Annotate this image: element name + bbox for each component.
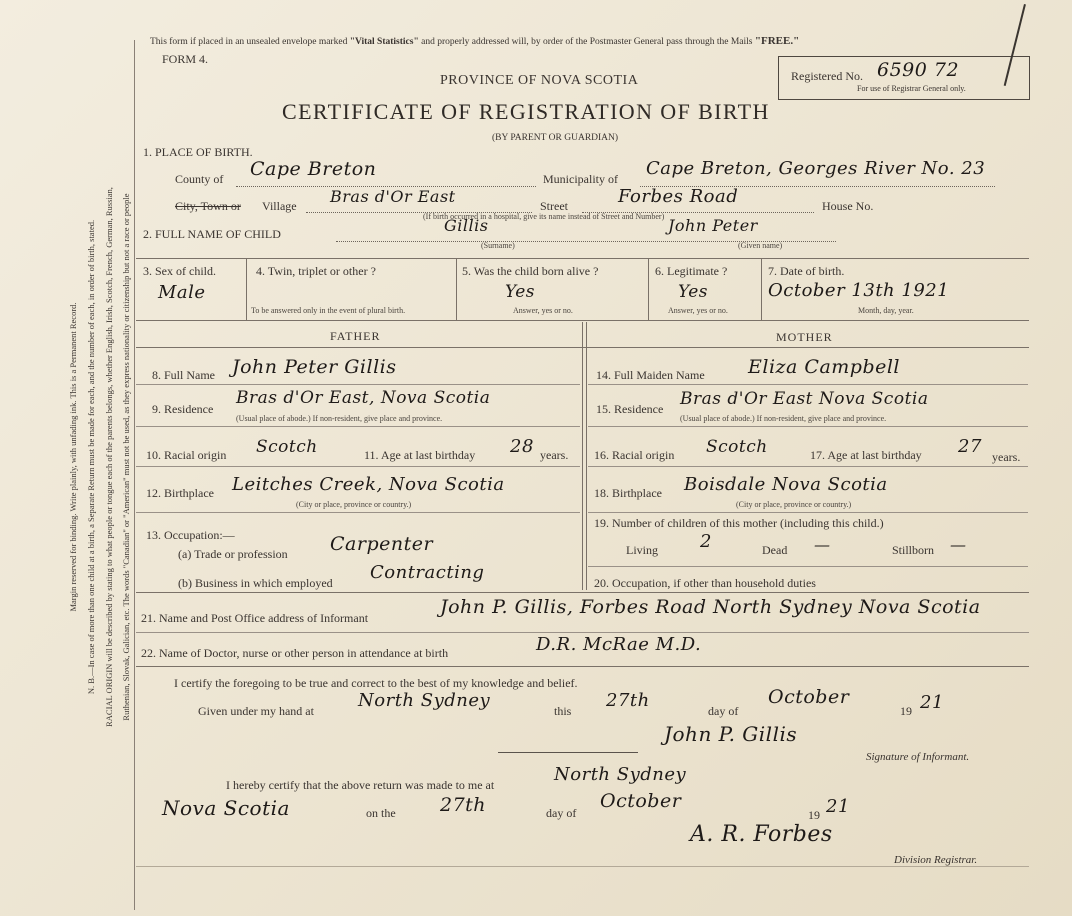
informant-value: John P. Gillis, Forbes Road North Sydney Nova Scotia xyxy=(440,596,981,618)
registered-note: For use of Registrar General only. xyxy=(857,84,966,93)
county-label: County of xyxy=(175,172,224,186)
registered-number: 6590 72 xyxy=(877,59,960,81)
registrar-statement: I hereby certify that the above return was made to me at xyxy=(226,778,495,792)
given-under-label: Given under my hand at xyxy=(198,704,314,718)
mother-name: Eliza Campbell xyxy=(748,356,901,378)
business-value: Contracting xyxy=(370,562,485,583)
margin-rule xyxy=(134,40,135,910)
registrar-year-prefix: 19 xyxy=(808,808,820,822)
hospital-note: (If birth occurred in a hospital, give its name instead of Street and Number) xyxy=(423,212,665,221)
alive-label: 5. Was the child born alive ? xyxy=(462,264,599,278)
child-name-label: 2. FULL NAME OF CHILD xyxy=(143,227,281,241)
mother-racial-label: 16. Racial origin xyxy=(594,448,675,462)
father-age: 28 xyxy=(510,436,534,457)
father-age-label: 11. Age at last birthday xyxy=(364,448,476,462)
father-heading: FATHER xyxy=(330,329,381,343)
mother-occupation-label: 20. Occupation, if other than household duties xyxy=(594,576,816,590)
surname-caption: (Surname) xyxy=(481,241,515,250)
day-of-label: day of xyxy=(708,704,739,718)
doctor-label: 22. Name of Doctor, nurse or other person in attendance at birth xyxy=(141,646,449,660)
registrar-signature: A. R. Forbes xyxy=(690,822,833,847)
parents-heading-rule xyxy=(136,347,1029,348)
legit-label: 6. Legitimate ? xyxy=(655,264,728,278)
mother-age: 27 xyxy=(958,436,982,457)
parents-bottom-rule xyxy=(136,592,1029,593)
row-divider-bottom xyxy=(136,320,1029,321)
city-town-label-struck: City, Town or xyxy=(175,199,241,213)
living-value: 2 xyxy=(700,531,712,552)
alive-note: Answer, yes or no. xyxy=(513,306,573,315)
certificate-title: CERTIFICATE OF REGISTRATION OF BIRTH xyxy=(282,99,770,124)
legit-value: Yes xyxy=(678,282,709,302)
informant-rule xyxy=(136,632,1029,633)
registrar-day: 27th xyxy=(440,794,487,816)
certification-statement: I certify the foregoing to be true and correct to the best of my knowledge and belief. xyxy=(174,676,578,690)
sex-value: Male xyxy=(158,282,206,303)
certification-day: 27th xyxy=(606,690,650,711)
given-caption: (Given name) xyxy=(738,241,783,250)
occupation-label: 13. Occupation:— xyxy=(146,528,235,542)
stillborn-value: — xyxy=(950,535,967,554)
col-divider-2 xyxy=(456,258,457,320)
certification-place: North Sydney xyxy=(358,690,491,711)
margin-note-4: Ruthenian, Slovak, Galician, etc. The words "Canadian" or "American" must not be used, as they express nationality or citizenship but not a race or people xyxy=(121,193,131,721)
mother-age-label: 17. Age at last birthday xyxy=(810,448,922,462)
father-racial: Scotch xyxy=(256,437,318,457)
trade-label: (a) Trade or profession xyxy=(178,547,288,561)
registrar-caption: Division Registrar. xyxy=(894,854,978,866)
dob-label: 7. Date of birth. xyxy=(768,264,845,278)
col-divider-3 xyxy=(648,258,649,320)
year-prefix: 19 xyxy=(900,704,912,718)
on-the-label: on the xyxy=(366,806,396,820)
father-name: John Peter Gillis xyxy=(232,356,397,378)
alive-value: Yes xyxy=(505,282,536,302)
mother-racial: Scotch xyxy=(706,437,768,457)
margin-note-1: Margin reserved for binding. Write plainly, with unfading ink. This is a Permanent Record. xyxy=(68,302,78,612)
mother-birthplace: Boisdale Nova Scotia xyxy=(684,474,888,495)
father-birthplace-note: (City or place, province or country.) xyxy=(296,500,412,509)
father-residence: Bras d'Or East, Nova Scotia xyxy=(236,388,491,408)
house-label: House No. xyxy=(822,199,874,213)
father-row-rule-3 xyxy=(136,466,580,467)
col-divider-1 xyxy=(246,258,247,320)
dob-note: Month, day, year. xyxy=(858,306,914,315)
father-racial-label: 10. Racial origin xyxy=(146,448,227,462)
bottom-rule xyxy=(136,866,1029,867)
twin-note: To be answered only in the event of plural birth. xyxy=(251,306,406,315)
mother-row-rule-5 xyxy=(588,566,1028,567)
informant-signature: John P. Gillis xyxy=(664,722,798,746)
mother-row-rule-4 xyxy=(588,512,1028,513)
mother-name-label: 14. Full Maiden Name xyxy=(596,368,705,382)
mother-residence-label: 15. Residence xyxy=(596,402,664,416)
registered-label: Registered No. xyxy=(791,69,863,83)
dead-label: Dead xyxy=(762,543,788,557)
child-surname: Gillis xyxy=(444,216,489,235)
mother-row-rule-3 xyxy=(588,466,1028,467)
registrar-day-of-label: day of xyxy=(546,806,577,820)
street-value: Forbes Road xyxy=(618,186,739,207)
doctor-rule xyxy=(136,666,1029,667)
registrar-month: October xyxy=(600,790,682,812)
twin-label: 4. Twin, triplet or other ? xyxy=(256,264,376,278)
mother-row-rule-1 xyxy=(588,384,1028,385)
father-residence-note: (Usual place of abode.) If non-resident, give place and province. xyxy=(236,414,443,423)
street-label: Street xyxy=(540,199,568,213)
father-birthplace-label: 12. Birthplace xyxy=(146,486,214,500)
father-name-label: 8. Full Name xyxy=(152,368,215,382)
village-label: Village xyxy=(262,199,297,213)
registered-box xyxy=(778,56,1030,100)
certification-month: October xyxy=(768,686,850,708)
parents-divider-inner xyxy=(586,322,587,590)
row-divider-top xyxy=(136,258,1029,259)
mother-residence: Bras d'Or East Nova Scotia xyxy=(680,389,929,409)
informant-label: 21. Name and Post Office address of Informant xyxy=(141,611,369,625)
col-divider-4 xyxy=(761,258,762,320)
parents-divider xyxy=(582,322,583,590)
registrar-place-b: Nova Scotia xyxy=(162,796,290,820)
postal-note: This form if placed in an unsealed envelope marked "Vital Statistics" and properly addressed will, by order of the Postmaster General pass through the Mails "FREE." xyxy=(150,35,800,47)
province-heading: PROVINCE OF NOVA SCOTIA xyxy=(440,73,639,88)
father-row-rule-2 xyxy=(136,426,580,427)
father-row-rule-4 xyxy=(136,512,580,513)
signature-caption: Signature of Informant. xyxy=(866,751,970,763)
mother-years-label: years. xyxy=(992,450,1021,464)
dob-value: October 13th 1921 xyxy=(768,280,950,301)
margin-note-2: N. B.—In case of more than one child at a birth, a Separate Return must be made for each, and the number of each, in order of birth, stated. xyxy=(86,219,96,695)
mother-row-rule-2 xyxy=(588,426,1028,427)
mother-residence-note: (Usual place of abode.) If non-resident, give place and province. xyxy=(680,414,887,423)
mother-heading: MOTHER xyxy=(776,330,833,344)
this-label: this xyxy=(554,704,572,718)
registrar-year: 21 xyxy=(826,796,850,817)
legit-note: Answer, yes or no. xyxy=(668,306,728,315)
doctor-value: D.R. McRae M.D. xyxy=(536,634,702,655)
father-years-label: years. xyxy=(540,448,569,462)
mother-birthplace-label: 18. Birthplace xyxy=(594,486,662,500)
father-residence-label: 9. Residence xyxy=(152,402,214,416)
village-value: Bras d'Or East xyxy=(330,187,456,206)
form-number: FORM 4. xyxy=(162,52,209,66)
margin-note-3: RACIAL ORIGIN will be described by stating to what people or tongue each of the parents belongs, whether English, Irish, Scotch, French, German, Russian, xyxy=(104,187,114,727)
municipality-value: Cape Breton, Georges River No. 23 xyxy=(646,158,986,179)
registrar-place-a: North Sydney xyxy=(554,764,687,785)
father-row-rule-1 xyxy=(136,384,580,385)
municipality-label: Municipality of xyxy=(543,172,618,186)
certificate-subtitle: (BY PARENT OR GUARDIAN) xyxy=(492,133,619,143)
certification-year: 21 xyxy=(920,692,944,713)
children-count-label: 19. Number of children of this mother (including this child.) xyxy=(594,516,884,530)
father-birthplace: Leitches Creek, Nova Scotia xyxy=(232,474,505,495)
trade-value: Carpenter xyxy=(330,533,434,555)
signature-line-left xyxy=(498,752,638,753)
mother-birthplace-note: (City or place, province or country.) xyxy=(736,500,852,509)
child-given-name: John Peter xyxy=(668,216,758,235)
living-label: Living xyxy=(626,543,658,557)
stillborn-label: Stillborn xyxy=(892,543,935,557)
place-of-birth-heading: 1. PLACE OF BIRTH. xyxy=(143,145,253,159)
dead-value: — xyxy=(814,535,831,554)
county-value: Cape Breton xyxy=(250,158,377,180)
sex-label: 3. Sex of child. xyxy=(143,264,216,278)
business-label: (b) Business in which employed xyxy=(178,576,333,590)
